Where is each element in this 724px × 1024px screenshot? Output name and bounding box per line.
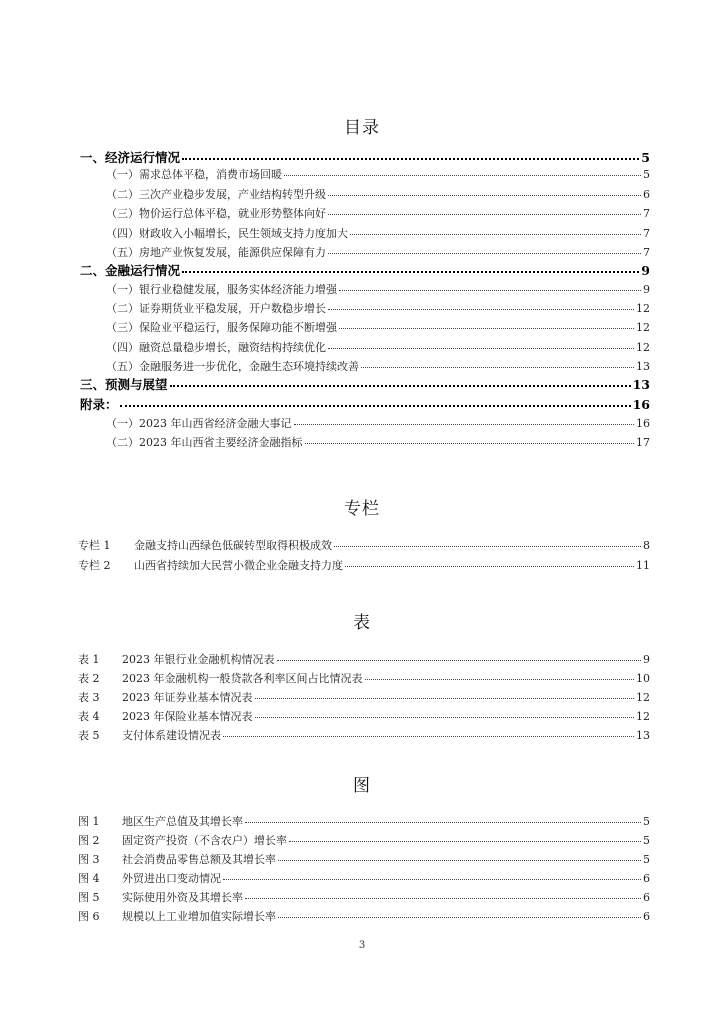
table-page: 12 (636, 691, 650, 704)
dot-leader (245, 897, 641, 899)
toc-entry-text: （二）2023 年山西省主要经济金融指标 (106, 436, 303, 449)
figure-label: 图 4 (78, 872, 100, 885)
dot-leader (305, 442, 635, 444)
dot-leader (328, 194, 641, 196)
column-label: 专栏 2 (78, 559, 111, 572)
dot-leader (334, 545, 641, 547)
tables-title: 表 (353, 613, 371, 633)
toc-entry[interactable] (106, 435, 650, 451)
toc-entry[interactable] (106, 187, 650, 203)
figure-text: 地区生产总值及其增长率 (122, 815, 243, 828)
toc-entry-text: 一、经济运行情况 (80, 150, 181, 165)
figure-entry[interactable] (78, 852, 650, 868)
dot-leader (278, 916, 641, 918)
dot-leader (182, 157, 639, 160)
table-text: 支付体系建设情况表 (122, 729, 221, 742)
dot-leader (339, 289, 641, 291)
dot-leader (328, 213, 641, 215)
toc-entry-text: （四）财政收入小幅增长，民生领域支持力度加大 (106, 227, 348, 240)
figure-entry[interactable] (78, 871, 650, 887)
table-page: 9 (643, 653, 650, 666)
figure-label: 图 3 (78, 853, 100, 866)
figure-text: 外贸进出口变动情况 (122, 872, 221, 885)
toc-entry-page: 9 (641, 263, 650, 278)
figure-page: 6 (643, 910, 650, 923)
toc-entry[interactable] (106, 167, 650, 183)
column-page: 11 (636, 559, 650, 572)
figure-text: 规模以上工业增加值实际增长率 (122, 910, 276, 923)
toc-entry-text: （二）证券期货业平稳发展，开户数稳步增长 (106, 302, 326, 315)
dot-leader (120, 404, 631, 407)
page-number: 3 (358, 940, 366, 951)
table-label: 表 1 (78, 653, 100, 666)
column-label: 专栏 1 (78, 539, 111, 552)
toc-entry-page: 5 (641, 150, 650, 165)
table-label: 表 3 (78, 691, 100, 704)
table-page: 10 (636, 672, 650, 685)
toc-entry-page: 7 (643, 246, 650, 259)
table-text: 2023 年金融机构一般贷款各利率区间占比情况表 (122, 672, 363, 685)
toc-entry-page: 13 (632, 377, 650, 392)
table-text: 2023 年保险业基本情况表 (122, 710, 253, 723)
toc-entry-page: 7 (643, 207, 650, 220)
toc-entry-page: 12 (636, 302, 650, 315)
toc-entry[interactable] (106, 416, 650, 432)
toc-entry-text: 附录： (80, 397, 118, 412)
toc-entry-page: 16 (636, 417, 650, 430)
figure-page: 5 (643, 853, 650, 866)
toc-entry[interactable] (106, 282, 650, 298)
dot-leader (170, 384, 631, 387)
dot-leader (277, 659, 642, 661)
figure-page: 6 (643, 891, 650, 904)
dot-leader (345, 565, 634, 567)
figure-page: 6 (643, 872, 650, 885)
toc-entry-section-3[interactable] (80, 377, 650, 393)
table-label: 表 2 (78, 672, 100, 685)
toc-entry-text: （五）房地产业恢复发展，能源供应保障有力 (106, 246, 326, 259)
toc-entry-page: 12 (636, 341, 650, 354)
figure-entry[interactable] (78, 833, 650, 849)
dot-leader (328, 308, 634, 310)
toc-entry-page: 12 (636, 321, 650, 334)
dot-leader (223, 735, 634, 737)
figure-page: 5 (643, 834, 650, 847)
dot-leader (350, 233, 641, 235)
dot-leader (361, 366, 634, 368)
figure-entry[interactable] (78, 909, 650, 925)
toc-entry-page: 7 (643, 227, 650, 240)
toc-entry-text: （二）三次产业稳步发展，产业结构转型升级 (106, 188, 326, 201)
dot-leader (339, 327, 634, 329)
toc-entry-text: （一）银行业稳健发展，服务实体经济能力增强 (106, 283, 337, 296)
figure-label: 图 1 (78, 815, 100, 828)
dot-leader (328, 347, 634, 349)
toc-entry[interactable] (106, 320, 650, 336)
table-entry[interactable] (78, 671, 650, 687)
toc-entry-text: （三）物价运行总体平稳，就业形势整体向好 (106, 207, 326, 220)
table-entry[interactable] (78, 709, 650, 725)
dot-leader (182, 270, 639, 273)
toc-entry-page: 13 (636, 360, 650, 373)
figure-label: 图 2 (78, 834, 100, 847)
table-entry[interactable] (78, 652, 650, 668)
figure-label: 图 6 (78, 910, 100, 923)
dot-leader (284, 174, 641, 176)
toc-entry-text: （三）保险业平稳运行，服务保障功能不断增强 (106, 321, 337, 334)
toc-entry-text: （五）金融服务进一步优化，金融生态环境持续改善 (106, 360, 359, 373)
toc-entry-page: 6 (643, 188, 650, 201)
dot-leader (255, 716, 635, 718)
toc-entry[interactable] (106, 245, 650, 261)
table-page: 12 (636, 710, 650, 723)
toc-entry-section-2[interactable] (80, 263, 650, 279)
column-entry[interactable] (78, 558, 650, 574)
table-entry[interactable] (78, 728, 650, 744)
dot-leader (255, 697, 635, 699)
toc-entry-page: 5 (643, 168, 650, 181)
toc-entry-text: （一）需求总体平稳，消费市场回暖 (106, 168, 282, 181)
figures-title: 图 (353, 776, 371, 796)
dot-leader (294, 423, 635, 425)
figure-text: 实际使用外资及其增长率 (122, 891, 243, 904)
figure-entry[interactable] (78, 814, 650, 830)
column-text: 山西省持续加大民营小微企业金融支持力度 (134, 559, 343, 572)
figure-entry[interactable] (78, 890, 650, 906)
dot-leader (328, 252, 641, 254)
toc-entry[interactable] (106, 206, 650, 222)
toc-entry-text: 二、金融运行情况 (80, 263, 181, 278)
column-page: 8 (643, 539, 650, 552)
toc-entry-page: 17 (636, 436, 650, 449)
dot-leader (223, 878, 641, 880)
figure-text: 社会消费品零售总额及其增长率 (122, 853, 276, 866)
table-entry[interactable] (78, 690, 650, 706)
dot-leader (365, 678, 635, 680)
dot-leader (289, 840, 641, 842)
toc-entry-text: 三、预测与展望 (80, 377, 168, 392)
table-label: 表 5 (78, 729, 100, 742)
dot-leader (278, 859, 641, 861)
toc-entry-appendix[interactable] (80, 397, 650, 413)
toc-entry-section-1[interactable] (80, 150, 650, 166)
toc-entry[interactable] (106, 340, 650, 356)
figure-label: 图 5 (78, 891, 100, 904)
table-text: 2023 年证券业基本情况表 (122, 691, 253, 704)
toc-entry-text: （四）融资总量稳步增长，融资结构持续优化 (106, 341, 326, 354)
column-text: 金融支持山西绿色低碳转型取得积极成效 (134, 539, 332, 552)
toc-title: 目录 (344, 118, 380, 138)
toc-entry-page: 9 (643, 283, 650, 296)
figure-page: 5 (643, 815, 650, 828)
table-text: 2023 年银行业金融机构情况表 (122, 653, 275, 666)
table-label: 表 4 (78, 710, 100, 723)
column-entry[interactable] (78, 538, 650, 554)
toc-entry[interactable] (106, 359, 650, 375)
toc-entry[interactable] (106, 226, 650, 242)
toc-entry-text: （一）2023 年山西省经济金融大事记 (106, 417, 292, 430)
dot-leader (245, 821, 641, 823)
toc-entry[interactable] (106, 301, 650, 317)
columns-title: 专栏 (344, 499, 380, 519)
figure-text: 固定资产投资（不含农户）增长率 (122, 834, 287, 847)
toc-entry-page: 16 (632, 397, 650, 412)
table-page: 13 (636, 729, 650, 742)
